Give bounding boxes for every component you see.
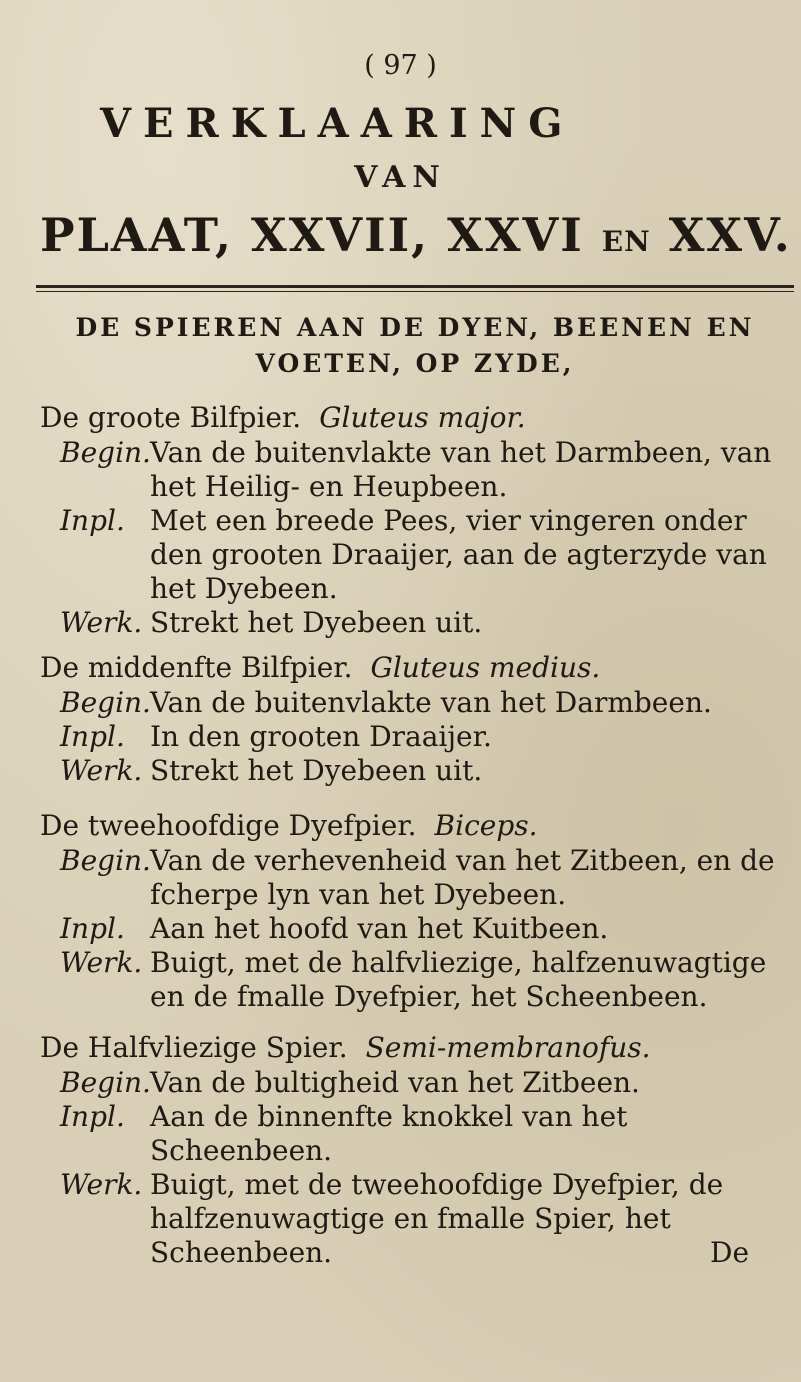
muscle-heading [40, 808, 800, 844]
section-line-1: DE SPIEREN AAN DE DYEN, BEENEN EN [75, 313, 755, 342]
muscle-name: De groote Bilfpier. [40, 401, 302, 434]
page-title: VERKLAARING [100, 100, 575, 147]
row-text: Van de buitenvlakte van het Darmbeen, van het Heilig- en Heupbeen. [150, 436, 772, 503]
row-inpl [40, 912, 800, 946]
row-label: Inpl. [60, 1100, 125, 1133]
muscle-heading [40, 650, 800, 686]
muscle-latin: Gluteus major. [319, 401, 526, 434]
row-text: Strekt het Dyebeen uit. [150, 754, 483, 787]
row-label: Begin. [60, 1066, 151, 1099]
muscle-entry-1 [40, 400, 800, 640]
plate-main: PLAAT, XXVII, XXVI [40, 208, 584, 262]
row-label: Begin. [60, 686, 151, 719]
row-text: Aan de binnenfte knokkel van het Scheenbeen. [150, 1100, 628, 1167]
row-text: Buigt, met de tweehoofdige Dyefpier, de halfzenuwagtige en fmalle Spier, het Scheenbeen. [150, 1168, 724, 1269]
row-text: Buigt, met de halfvliezige, halfzenuwagtige en de fmalle Dyefpier, het Scheenbeen. [150, 946, 767, 1013]
row-begin [40, 844, 800, 912]
row-label: Begin. [60, 436, 151, 469]
row-werk [40, 946, 800, 1014]
row-text: Van de buitenvlakte van het Darmbeen. [150, 686, 712, 719]
muscle-name: De tweehoofdige Dyefpier. [40, 809, 417, 842]
row-text: Strekt het Dyebeen uit. [150, 606, 483, 639]
divider-thin [36, 291, 794, 292]
row-begin [40, 1066, 800, 1100]
muscle-name: De Halfvliezige Spier. [40, 1031, 348, 1064]
row-label: Inpl. [60, 720, 125, 753]
muscle-name: De middenfte Bilfpier. [40, 651, 353, 684]
muscle-entry-2 [40, 650, 800, 788]
row-text: In den grooten Draaijer. [150, 720, 492, 753]
row-label: Werk. [60, 1168, 143, 1201]
plate-en: EN [601, 225, 651, 258]
row-inpl [40, 720, 800, 754]
muscle-latin: Biceps. [434, 809, 538, 842]
row-begin [40, 686, 800, 720]
row-begin [40, 436, 800, 504]
row-label: Begin. [60, 844, 151, 877]
row-label: Werk. [60, 946, 143, 979]
muscle-latin: Semi-membranofus. [365, 1031, 651, 1064]
muscle-latin: Gluteus medius. [370, 651, 601, 684]
row-label: Inpl. [60, 504, 125, 537]
page-number: ( 97 ) [364, 50, 437, 81]
muscle-heading [40, 1030, 800, 1066]
muscle-entry-3 [40, 808, 800, 1014]
row-werk [40, 606, 800, 640]
plate-last: XXV. [668, 208, 792, 262]
plate-title [40, 208, 792, 262]
row-label: Werk. [60, 754, 143, 787]
row-text: Met een breede Pees, vier vingeren onder den grooten Draaijer, aan de agterzyde van het Dyebeen. [150, 504, 767, 605]
row-inpl [40, 504, 800, 606]
row-inpl [40, 1100, 800, 1168]
muscle-heading [40, 400, 800, 436]
row-werk [40, 1168, 800, 1270]
section-line-2: VOETEN, OP ZYDE, [255, 349, 575, 378]
row-werk [40, 754, 800, 788]
row-text: Van de bultigheid van het Zitbeen. [150, 1066, 640, 1099]
divider-thick [36, 285, 794, 288]
row-label: Inpl. [60, 912, 125, 945]
row-text: Aan het hoofd van het Kuitbeen. [150, 912, 609, 945]
section-heading [45, 310, 785, 382]
catchword: De [710, 1236, 750, 1269]
muscle-entry-4 [40, 1030, 800, 1270]
row-label: Werk. [60, 606, 143, 639]
title-van: VAN [354, 160, 447, 195]
row-text: Van de verhevenheid van het Zitbeen, en de fcherpe lyn van het Dyebeen. [150, 844, 775, 911]
